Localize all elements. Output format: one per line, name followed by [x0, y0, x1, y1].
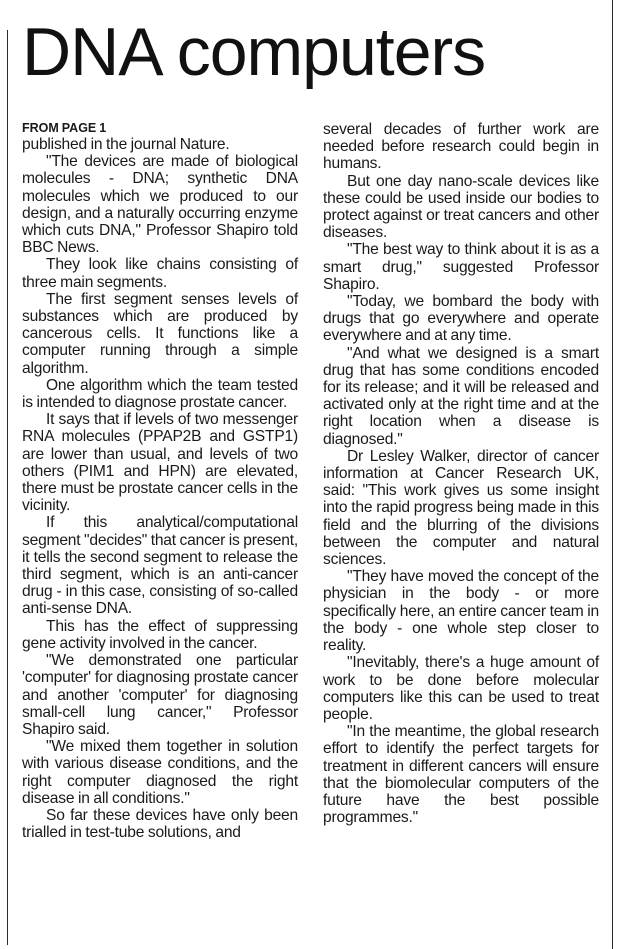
paragraph: If this analytical/computational segment "decides" that cancer is present, it tells the second segment to release the third segment, which is an anti-cancer drug - in this case, consisting of so-called anti-sense DNA. [22, 514, 299, 618]
paragraph: They look like chains consisting of three main segments. [22, 256, 298, 291]
paragraph: "The best way to think about it is as a smart drug," suggested Professor Shapiro. [323, 241, 599, 293]
paragraph: So far these devices have only been trialled in test-tube solutions, and [22, 806, 298, 842]
paragraph: "We mixed them together in solution with various disease conditions, and the right computer diagnosed the right disease in all conditions." [22, 738, 298, 807]
paragraph: This has the effect of suppressing gene activity involved in the cancer. [22, 617, 298, 652]
paragraph: "Inevitably, there's a huge amount of work to be done before molecular computers like this can be used to treat people. [323, 654, 599, 723]
paragraph: published in the journal Nature. [22, 136, 230, 153]
right-edge-rule [612, 0, 613, 949]
paragraph: Dr Lesley Walker, director of cancer information at Cancer Research UK, said: "This work gives us some insight into the rapid progress being made in this field and the blurring of the divisions between the computer and natural sciences. [323, 447, 599, 569]
article-column-left [22, 121, 298, 841]
paragraph: "The devices are made of biological molecules - DNA; synthetic DNA molecules which we produced to our design, and a naturally occurring enzyme which cuts DNA," Professor Shapiro told BBC News. [22, 153, 298, 257]
paragraph: "In the meantime, the global research effort to identify the perfect targets for treatment in different cancers will ensure that the biomolecular computers of the future have the best possible programmes." [323, 723, 599, 827]
paragraph: "And what we designed is a smart drug that has some conditions encoded for its release; and it will be released and activated only at the right time and at the right location when a disease is diagnosed." [323, 344, 599, 448]
paragraph: "Today, we bombard the body with drugs that go everywhere and operate everywhere and at any time. [323, 293, 599, 345]
left-column-rule [7, 30, 8, 945]
paragraph: The first segment senses levels of substances which are produced by cancerous cells. It functions like a computer running through a simple algorithm. [22, 290, 298, 377]
article-column-right [323, 121, 599, 826]
paragraph: "They have moved the concept of the physician in the body - or more specifically here, an entire cancer team in the body - one whole step closer to reality. [323, 568, 599, 655]
kicker: FROM PAGE 1 [22, 121, 107, 135]
headline: DNA computers [22, 14, 486, 90]
paragraph: "We demonstrated one particular 'computer' for diagnosing prostate cancer and another 'computer' for diagnosing small-cell lung cancer," Professor Shapiro said. [22, 652, 298, 738]
paragraph: several decades of further work are needed before research could begin in humans. [323, 121, 599, 173]
paragraph: But one day nano-scale devices like these could be used inside our bodies to protect against or treat cancers and other diseases. [323, 172, 599, 242]
paragraph: One algorithm which the team tested is intended to diagnose prostate cancer. [22, 376, 298, 412]
paragraph: It says that if levels of two messenger RNA molecules (PPAP2B and GSTP1) are lower than usual, and levels of two others (PIM1 and HPN) are elevated, there must be prostate cancer cells in the vicinity. [22, 411, 298, 515]
